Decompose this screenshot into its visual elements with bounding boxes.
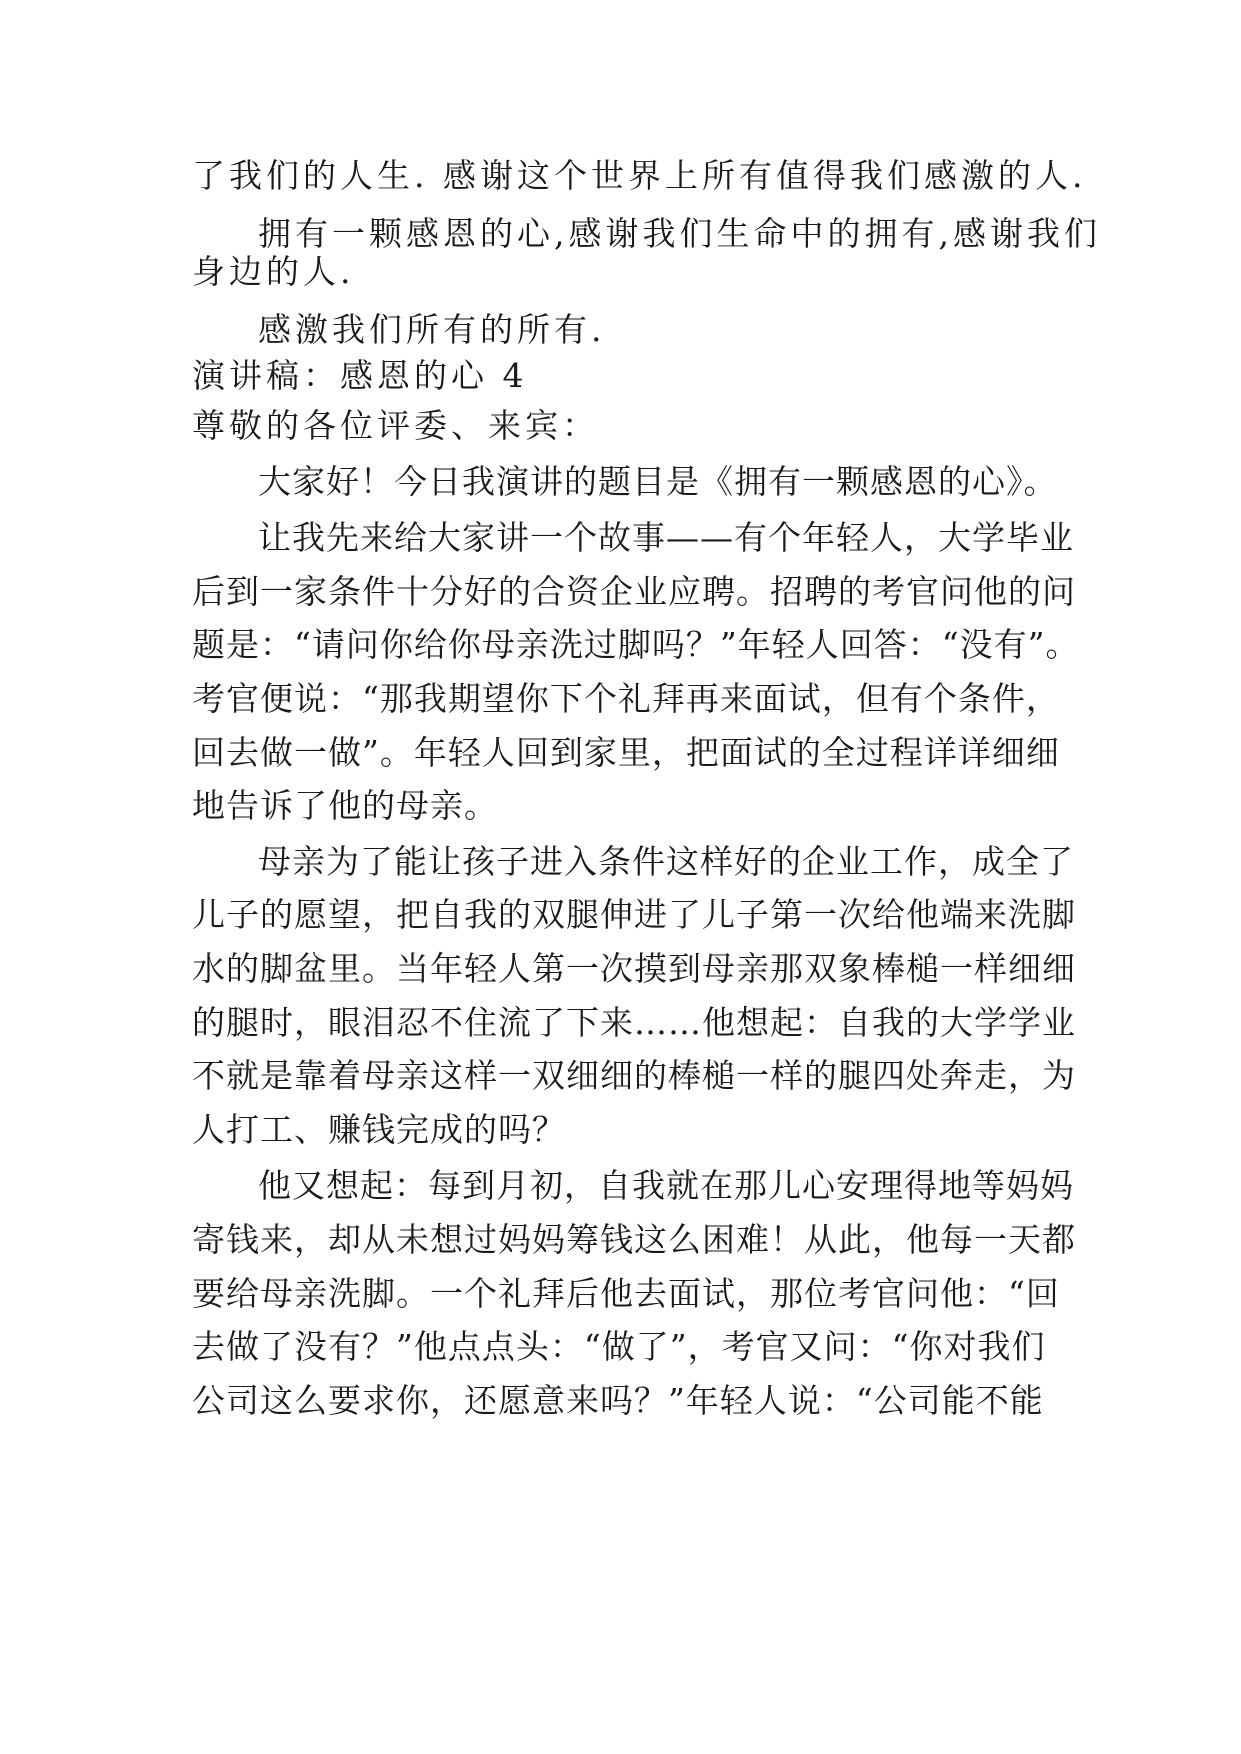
text-line: 寄钱来，却从未想过妈妈筹钱这么困难！从此，他每一天都 <box>192 1220 1076 1259</box>
text-line: 母亲为了能让孩子进入条件这样好的企业工作，成全了 <box>258 842 1074 881</box>
section-heading: 演讲稿：感恩的心 4 <box>192 356 528 395</box>
text-line: 拥有一颗感恩的心,感谢我们生命中的拥有,感谢我们 <box>258 214 1101 253</box>
text-line: 儿子的愿望，把自我的双腿伸进了儿子第一次给他端来洗脚 <box>192 895 1076 934</box>
text-line: 回去做一做”。年轻人回到家里，把面试的全过程详详细细 <box>192 733 1060 772</box>
text-line: 后到一家条件十分好的合资企业应聘。招聘的考官问他的问 <box>192 572 1076 611</box>
text-line: 了我们的人生. 感谢这个世界上所有值得我们感激的人. <box>192 156 1087 195</box>
salutation: 尊敬的各位评委、来宾： <box>192 406 599 445</box>
text-line: 身边的人. <box>192 252 355 291</box>
text-line: 要给母亲洗脚。一个礼拜后他去面试，那位考官问他：“回 <box>192 1274 1060 1313</box>
text-line: 水的脚盆里。当年轻人第一次摸到母亲那双象棒槌一样细细 <box>192 949 1076 988</box>
text-line: 不就是靠着母亲这样一双细细的棒槌一样的腿四处奔走，为 <box>192 1056 1076 1095</box>
text-line: 让我先来给大家讲一个故事——有个年轻人，大学毕业 <box>258 518 1074 557</box>
text-line: 人打工、赚钱完成的吗？ <box>192 1110 566 1149</box>
text-line: 他又想起：每到月初，自我就在那儿心安理得地等妈妈 <box>258 1166 1074 1205</box>
text-line: 地告诉了他的母亲。 <box>192 786 498 825</box>
text-line: 的腿时，眼泪忍不住流了下来……他想起：自我的大学学业 <box>192 1003 1076 1042</box>
text-line: 大家好！今日我演讲的题目是《拥有一颗感恩的心》。 <box>258 462 1058 501</box>
text-line: 去做了没有？”他点点头：“做了”，考官又问：“你对我们 <box>192 1327 1046 1366</box>
text-line: 题是：“请问你给你母亲洗过脚吗？”年轻人回答：“没有”。 <box>192 625 1080 664</box>
text-line: 感激我们所有的所有. <box>258 310 606 349</box>
text-line: 考官便说：“那我期望你下个礼拜再来面试，但有个条件， <box>192 679 1060 718</box>
text-line: 公司这么要求你，还愿意来吗？”年轻人说：“公司能不能 <box>192 1381 1044 1420</box>
